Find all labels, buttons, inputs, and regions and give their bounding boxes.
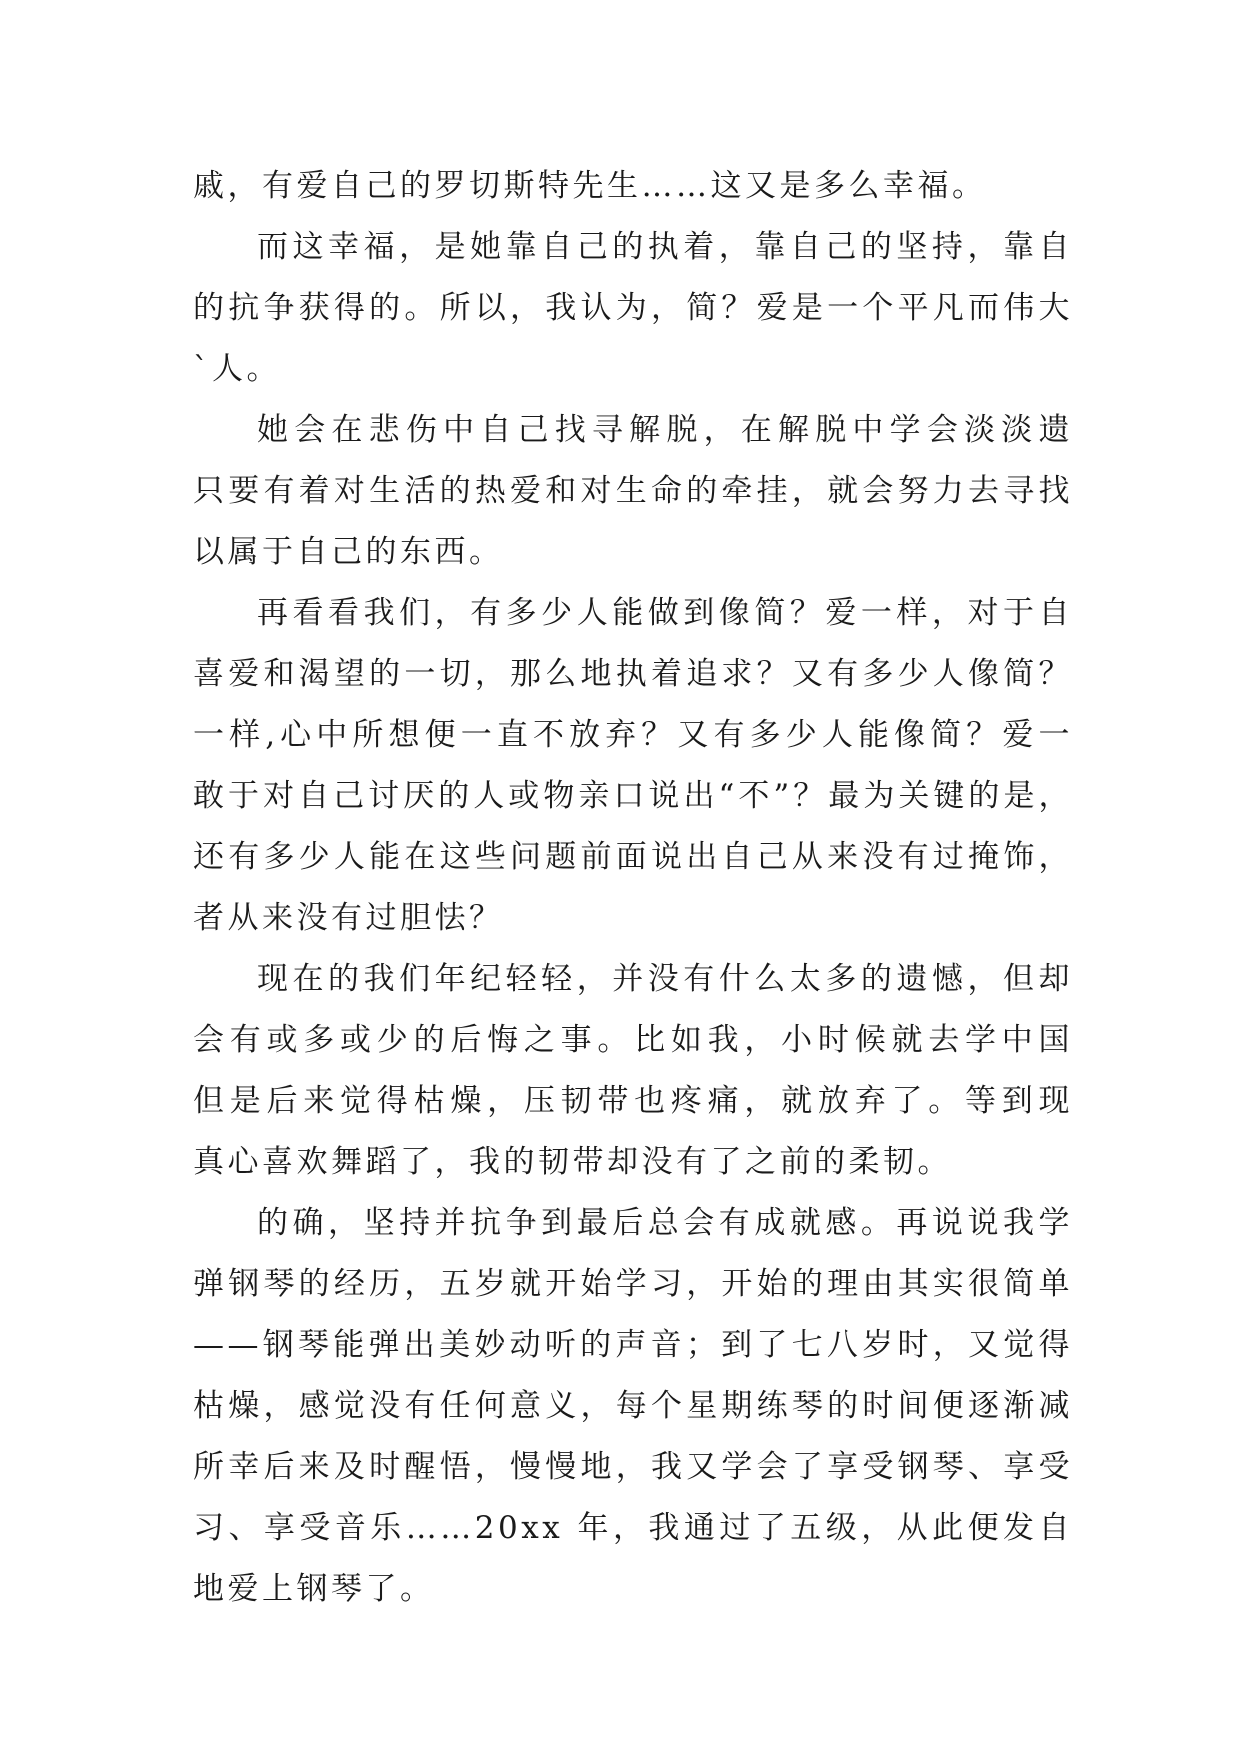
paragraph-first-line: 现在的我们年纪轻轻，并没有什么太多的遗憾，但却 [257,961,1073,997]
text-line: 以属于自己的东西。 [193,534,504,570]
text-line: 者从来没有过胆怯？ [193,900,504,936]
body-text [193,156,1073,1620]
text-line: 还有多少人能在这些问题前面说出自己从来没有过掩饰， [193,839,1073,875]
paragraph-first-line: 而这幸福，是她靠自己的执着，靠自己的坚持，靠自 [257,229,1073,265]
text-line: 枯燥，感觉没有任何意义，每个星期练琴的时间便逐渐减 [193,1388,1073,1424]
text-line: 所幸后来及时醒悟，慢慢地，我又学会了享受钢琴、享受 [193,1449,1073,1485]
text-line: 会有或多或少的后悔之事。比如我，小时候就去学中国 [193,1022,1073,1058]
text-line: 但是后来觉得枯燥，压韧带也疼痛，就放弃了。等到现 [193,1083,1073,1119]
text-line: 只要有着对生活的热爱和对生命的牵挂，就会努力去寻找 [193,473,1073,509]
text-line: ——钢琴能弹出美妙动听的声音；到了七八岁时，又觉得 [193,1327,1073,1363]
text-line: 一样,心中所想便一直不放弃？又有多少人能像简？爱一 [193,717,1073,753]
text-line: 喜爱和渴望的一切，那么地执着追求？又有多少人像简？ [193,656,1073,692]
text-line: 习、享受音乐……20xx 年，我通过了五级，从此便发自 [193,1510,1073,1546]
text-line: 戚，有爱自己的罗切斯特先生……这又是多么幸福。 [193,168,987,204]
text-line: `人。 [193,351,281,387]
paragraph-first-line: 的确，坚持并抗争到最后总会有成就感。再说说我学 [257,1205,1073,1241]
paragraph-first-line: 她会在悲伤中自己找寻解脱，在解脱中学会淡淡遗 [257,412,1073,448]
text-line: 的抗争获得的。所以，我认为，简？爱是一个平凡而伟大 [193,290,1073,326]
text-line: 弹钢琴的经历，五岁就开始学习，开始的理由其实很简单 [193,1266,1073,1302]
text-line: 敢于对自己讨厌的人或物亲口说出“不”？最为关键的是， [193,778,1073,814]
paragraph-first-line: 再看看我们，有多少人能做到像简？爱一样，对于自 [257,595,1073,631]
text-line: 地爱上钢琴了。 [193,1571,435,1607]
text-line: 真心喜欢舞蹈了，我的韧带却没有了之前的柔韧。 [193,1144,952,1180]
